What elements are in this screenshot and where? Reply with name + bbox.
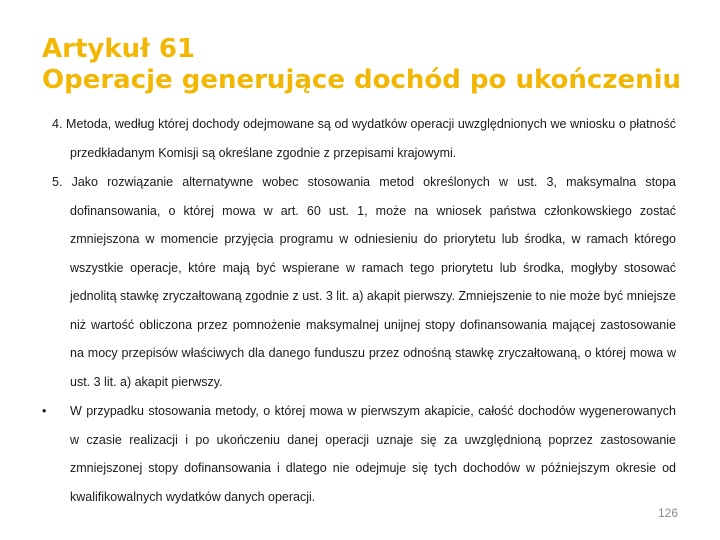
paragraph-4 bbox=[42, 110, 676, 167]
paragraph-text: 5. Jako rozwiązanie alternatywne wobec stosowania metod określonych w ust. 3, maksymalna stopa dofinansowania, o której mowa w art. 60 ust. 1, może na wniosek państwa członkowskiego zostać zmniejszona w momencie przyjęcia programu w odniesieniu do priorytetu lub środka, w ramach którego wszystkie operacje, które mają być wspierane w ramach tego priorytetu lub środka, mogłyby stosować jednolitą stawkę zryczałtowaną zgodnie z ust. 3 lit. a) akapit pierwszy. Zmniejszenie to nie może być mniejsze niż wartość obliczona przez pomnożenie maksymalnej unijnej stopy dofinansowania mającej zastosowanie na mocy przepisów właściwych dla danego funduszu przez odnośną stawkę zryczałtowaną, o której mowa w ust. 3 lit. a) akapit pierwszy. bbox=[52, 175, 676, 389]
bullet-paragraph bbox=[42, 397, 676, 511]
paragraph-text: W przypadku stosowania metody, o której mowa w pierwszym akapicie, całość dochodów wygenerowanych w czasie realizacji i po ukończeniu danej operacji uznaje się za uwzględnioną poprzez zastosowanie zmniejszonej stopy dofinansowania i dlatego nie odejmuje się tych dochodów w późniejszym okresie od kwalifikowalnych wydatków danych operacji. bbox=[70, 404, 676, 504]
bullet-icon: • bbox=[42, 404, 47, 418]
paragraph-5 bbox=[42, 168, 676, 396]
title-subject: Operacje generujące dochód po ukończeniu bbox=[42, 65, 682, 95]
slide-title bbox=[42, 34, 702, 96]
title-article-number: Artykuł 61 bbox=[42, 34, 196, 64]
slide-body bbox=[42, 110, 676, 512]
page-number: 126 bbox=[657, 506, 678, 520]
paragraph-text: 4. Metoda, według której dochody odejmowane są od wydatków operacji uwzględnionych we wniosku o płatność przedkładanym Komisji są określane zgodnie z przepisami krajowymi. bbox=[52, 117, 676, 160]
